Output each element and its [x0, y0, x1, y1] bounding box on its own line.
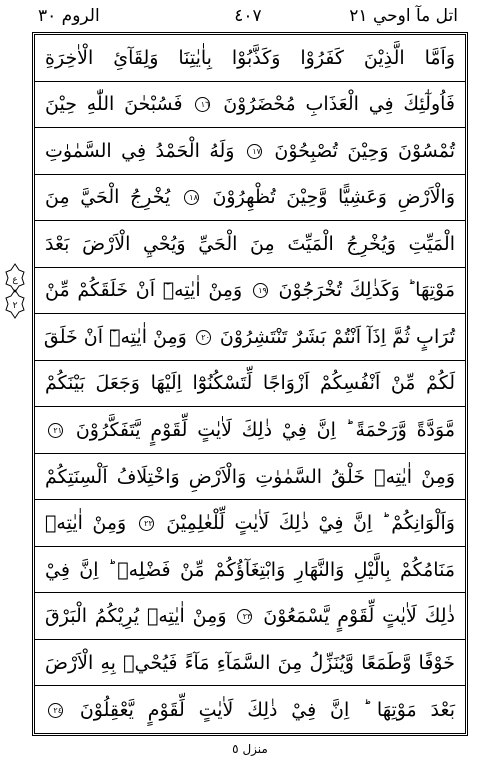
verse-line-content — [45, 279, 455, 301]
manzil-footer: منزل ٥ — [232, 742, 268, 756]
verse-text-continued: وَمِنْ اٰيٰتِهٖٓ اَنْ خَلَقَ — [43, 325, 187, 348]
verse-line-content — [45, 605, 455, 627]
verse-text-continued: وَمِنْ اٰيٰتِهٖٓ اَنْ خَلَقَكُمْ مِّنْ — [45, 279, 243, 302]
text-line — [35, 547, 465, 594]
verse-line-content — [45, 699, 455, 721]
verse-text: خَوْفًا وَّطَمَعًا وَّيُنَزِّلُ مِنَ السَّمَآءِ مَآءً فَيُحْيٖ بِهِ الْاَرْضَ — [45, 651, 455, 674]
ayah-number-marker: ٢٠ — [196, 330, 211, 345]
verse-line-content — [45, 512, 455, 534]
verse-line-content — [45, 652, 455, 674]
text-line — [35, 640, 465, 687]
surah-label: الروم ٣٠ — [38, 6, 100, 26]
verse-text: بَعْدَ مَوْتِهَا ؕ اِنَّ فِيْ ذٰلِكَ لَاٰيٰتٍ لِّقَوْمٍ يَّعْقِلُوْنَ — [79, 698, 455, 721]
page-header — [38, 6, 458, 32]
verse-text-continued: يُخْرِجُ الْحَيَّ مِنَ — [45, 186, 171, 209]
text-line — [35, 268, 465, 315]
text-line — [35, 128, 465, 175]
ruku-ornament-icon — [4, 262, 26, 320]
page-number: ٤٠٧ — [234, 6, 262, 26]
ayah-number-marker: ١٩ — [253, 283, 268, 298]
ayah-number-marker: ٢٣ — [237, 609, 252, 624]
verse-text: مَوْتِهَا ؕ وَكَذٰلِكَ تُخْرَجُوْنَ — [278, 279, 455, 302]
text-line — [35, 314, 465, 361]
text-line — [35, 407, 465, 454]
verse-line-content — [45, 93, 455, 115]
verse-line-content — [45, 186, 455, 208]
verse-text: ذٰلِكَ لَاٰيٰتٍ لِّقَوْمٍ يَّسْمَعُوْنَ — [263, 605, 455, 628]
ayah-number-marker: ١٦ — [195, 97, 210, 112]
ruku-number: ٢ — [12, 301, 18, 311]
verse-line-content — [45, 47, 455, 69]
ayah-number-marker: ٢٢ — [139, 516, 154, 531]
verse-text-continued: وَمِنْ اٰيٰتِهٖ يُرِيْكُمُ الْبَرْقَ — [45, 605, 227, 628]
verse-text: وَاَلْوَانِكُمْ ؕ اِنَّ فِيْ ذٰلِكَ لَاٰيٰتٍ لِّلْعٰلِمِيْنَ — [166, 512, 455, 535]
verse-line-content — [45, 419, 455, 441]
verse-text: وَاَمَّا الَّذِيْنَ كَفَرُوْا وَكَذَّبُوْا بِاٰيٰتِنَا وَلِقَآئِ الْاٰخِرَةِ — [45, 46, 455, 69]
text-line — [35, 500, 465, 547]
verse-text-continued: وَمِنْ اٰيٰتِهٖ — [45, 512, 127, 535]
ayah-number-marker: ٢٤ — [48, 703, 63, 718]
text-line — [35, 221, 465, 268]
verse-text: مَنَامُكُمْ بِالَّيْلِ وَالنَّهَارِ وَابْتِغَآؤُكُمْ مِّنْ فَضْلِهٖ ؕ اِنَّ فِيْ — [45, 558, 455, 581]
verse-text: فَاُولٰٓئِكَ فِي الْعَذَابِ مُحْضَرُوْنَ — [223, 93, 456, 116]
text-line — [35, 361, 465, 408]
text-line — [35, 454, 465, 501]
verse-text-continued: فَسُبْحٰنَ اللّٰهِ حِيْنَ — [45, 93, 183, 116]
ayah-number-marker: ١٧ — [247, 144, 262, 159]
verse-line-content — [45, 140, 455, 162]
verse-text-continued: وَلَهُ الْحَمْدُ فِي السَّمٰوٰتِ — [45, 139, 235, 162]
juz-label: اتل مآ اوحي ٢١ — [349, 6, 458, 26]
text-line — [35, 82, 465, 129]
text-line — [35, 686, 465, 733]
verse-text: تُرَابٍ ثُمَّ اِذَآ اَنْتُمْ بَشَرٌ تَنْتَشِرُوْنَ — [219, 325, 455, 348]
text-line — [35, 35, 465, 82]
text-frame — [32, 32, 468, 736]
verse-line-content — [45, 372, 455, 394]
verse-line-content — [45, 326, 455, 348]
verse-text: الْمَيِّتِ وَيُخْرِجُ الْمَيِّتَ مِنَ الْحَيِّ وَيُحْيِ الْاَرْضَ بَعْدَ — [45, 232, 455, 255]
verse-line-content — [45, 233, 455, 255]
verse-text: تُمْسُوْنَ وَحِيْنَ تُصْبِحُوْنَ — [274, 139, 455, 162]
ruku-label: ع — [12, 275, 18, 285]
ayah-number-marker: ١٨ — [184, 190, 199, 205]
verse-text: وَمِنْ اٰيٰتِهٖ خَلْقُ السَّمٰوٰتِ وَالْاَرْضِ وَاخْتِلَافُ اَلْسِنَتِكُمْ — [45, 465, 455, 488]
verse-text: وَالْاَرْضِ وَعَشِيًّا وَّحِيْنَ تُظْهِرُوْنَ — [212, 186, 455, 209]
verse-line-content — [45, 466, 455, 488]
text-line — [35, 593, 465, 640]
text-line — [35, 175, 465, 222]
verse-text: مَّوَدَّةً وَّرَحْمَةً ؕ اِنَّ فِيْ ذٰلِكَ لَاٰيٰتٍ لِّقَوْمٍ يَّتَفَكَّرُوْنَ — [75, 419, 455, 442]
verse-text: لَكُمْ مِّنْ اَنْفُسِكُمْ اَزْوَاجًا لِّتَسْكُنُوْٓا اِلَيْهَا وَجَعَلَ بَيْنَكُمْ — [45, 372, 455, 395]
verse-line-content — [45, 559, 455, 581]
ayah-number-marker: ٢١ — [48, 423, 63, 438]
